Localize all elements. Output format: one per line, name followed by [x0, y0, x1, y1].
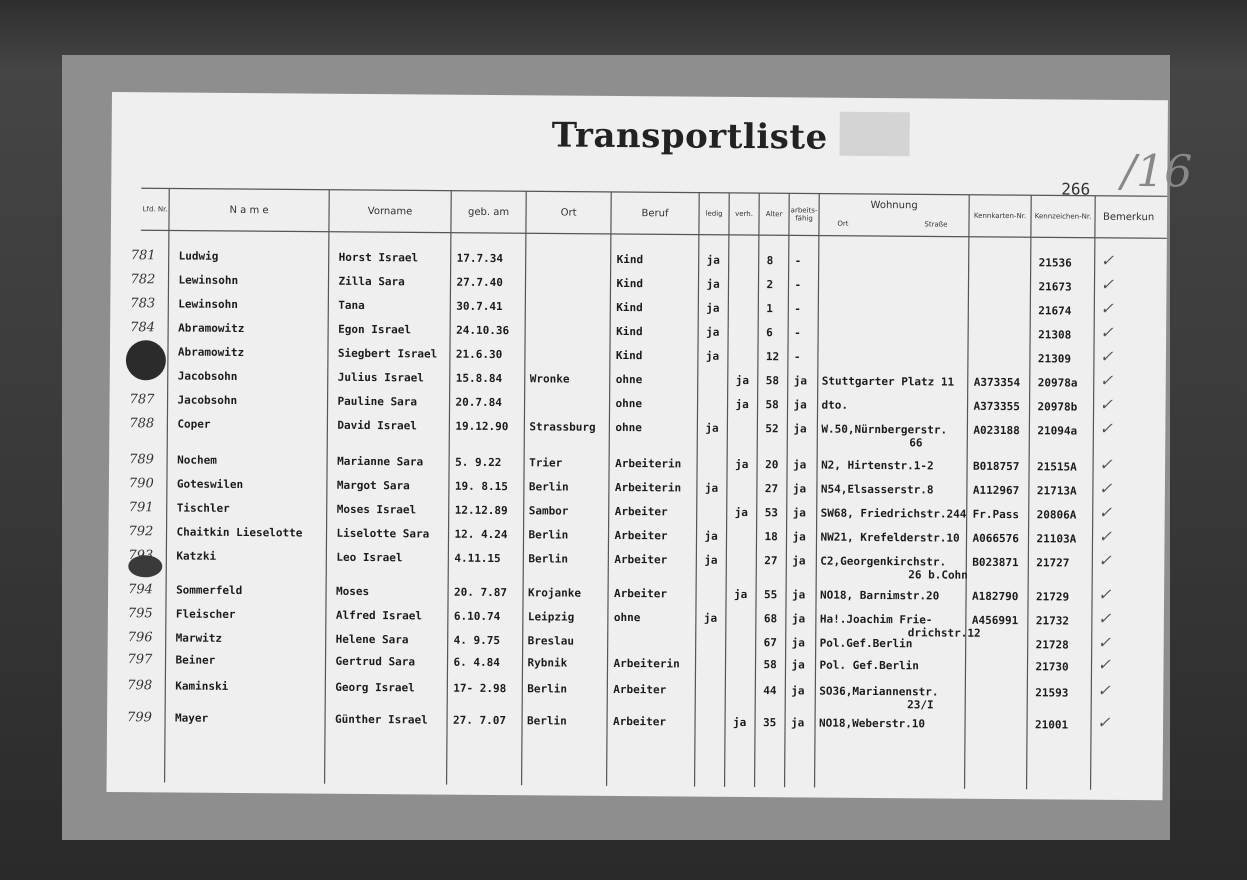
cell-kennkarte: A023188 — [973, 423, 1020, 438]
cell-ort: Leipzig — [527, 610, 575, 624]
cell-beruf: ohne — [615, 420, 642, 435]
cell-beruf: Kind — [616, 276, 644, 291]
transport-list-sheet — [107, 92, 1193, 800]
cell-nr: 797 — [127, 652, 153, 668]
cell-vorname: Georg Israel — [335, 680, 415, 695]
cell-kennzeichen: 21730 — [1035, 660, 1069, 674]
cell-check: ✓ — [1098, 526, 1113, 546]
cell-verh: ja — [735, 373, 750, 388]
cell-kennzeichen: 21674 — [1038, 304, 1072, 318]
cell-vorname: Gertrud Sara — [335, 654, 416, 669]
cell-nr: 796 — [127, 630, 153, 646]
cell-check: ✓ — [1099, 394, 1114, 414]
cell-arbeitsfaehig: - — [794, 278, 802, 292]
cell-arbeitsfaehig: ja — [793, 374, 808, 388]
cell-kennzeichen: 21727 — [1036, 556, 1070, 570]
cell-ort: Breslau — [527, 634, 575, 648]
cell-check: ✓ — [1099, 454, 1113, 474]
cell-alter: 27 — [764, 482, 779, 496]
cell-name: Goteswilen — [176, 477, 244, 492]
cell-vorname: Tana — [338, 298, 365, 312]
cell-nr: 787 — [129, 392, 155, 408]
cell-beruf: Arbeiterin — [614, 480, 682, 495]
cell-kennzeichen: 21673 — [1038, 280, 1072, 294]
cell-wohnung-line2: 23/I — [907, 698, 934, 712]
cell-alter: 2 — [766, 278, 774, 292]
cell-beruf: Arbeiter — [614, 504, 668, 519]
cell-beruf: Kind — [616, 300, 643, 315]
cell-ort: Strassburg — [529, 420, 596, 434]
cell-ledig: ja — [706, 253, 720, 267]
header-nr: Lfd. Nr. — [142, 205, 168, 214]
cell-name: Katzki — [176, 549, 217, 563]
cell-wohnung: W.50,Nürnbergerstr. — [821, 422, 948, 437]
cell-alter: 44 — [763, 684, 777, 698]
cell-check: ✓ — [1099, 346, 1114, 366]
cell-vorname: Moses — [336, 584, 370, 599]
header-geb: geb. am — [467, 206, 510, 218]
cell-arbeitsfaehig: ja — [791, 684, 805, 698]
cell-geb: 15.8.84 — [455, 371, 503, 386]
cell-arbeitsfaehig: ja — [791, 612, 806, 626]
cell-arbeitsfaehig: ja — [793, 458, 807, 472]
cell-alter: 27 — [764, 554, 778, 568]
cell-name: Kaminski — [175, 679, 229, 693]
cell-geb: 19.12.90 — [455, 419, 509, 434]
cell-beruf: Kind — [615, 348, 643, 363]
cell-vorname: Margot Sara — [336, 478, 410, 493]
cell-alter: 6 — [766, 326, 773, 340]
cell-arbeitsfaehig: ja — [793, 422, 807, 436]
cell-ledig: ja — [705, 421, 719, 435]
cell-vorname: Helene Sara — [335, 632, 409, 647]
cell-ort: Sambor — [528, 504, 569, 518]
cell-verh: ja — [733, 715, 747, 730]
cell-alter: 58 — [765, 374, 780, 388]
cell-arbeitsfaehig: - — [794, 326, 801, 340]
cell-kennzeichen: 20806A — [1036, 508, 1077, 522]
pencil-note: /16 — [1121, 145, 1193, 198]
cell-geb: 12.12.89 — [454, 503, 508, 518]
cell-nr: 790 — [128, 476, 154, 492]
cell-ort: Krojanke — [528, 586, 582, 600]
header-ort: Ort — [560, 207, 577, 219]
cell-geb: 19. 8.15 — [454, 479, 508, 494]
header-wohnung-strasse: Straße — [924, 220, 948, 229]
cell-geb: 4.11.15 — [454, 551, 501, 566]
cell-name: Jacobsohn — [177, 369, 238, 383]
cell-alter: 1 — [766, 302, 773, 316]
cell-name: Marwitz — [175, 631, 223, 645]
cell-wohnung: Pol.Gef.Berlin — [819, 636, 913, 651]
cell-check: ✓ — [1097, 654, 1112, 674]
cell-ledig: ja — [703, 611, 718, 625]
cell-wohnung: Pol. Gef.Berlin — [819, 658, 919, 673]
cell-name: Sommerfeld — [176, 583, 243, 598]
cell-ledig: ja — [706, 277, 720, 291]
cell-vorname: Liselotte Sara — [336, 526, 430, 541]
cell-vorname: Zilla Sara — [338, 274, 405, 289]
cell-name: Beiner — [175, 653, 216, 667]
cell-geb: 12. 4.24 — [454, 527, 508, 542]
cell-vorname: Julius Israel — [337, 370, 424, 385]
cell-alter: 55 — [764, 588, 778, 602]
cell-check: ✓ — [1098, 478, 1113, 498]
cell-vorname: Horst Israel — [338, 250, 419, 265]
cell-ledig: ja — [704, 481, 719, 495]
cell-check: ✓ — [1097, 632, 1112, 652]
cell-vorname: Marianne Sara — [337, 454, 424, 469]
cell-vorname: Egon Israel — [338, 322, 412, 337]
cell-geb: 6. 4.84 — [453, 655, 500, 670]
cell-nr: 789 — [129, 452, 154, 468]
cell-ort: Wronke — [529, 372, 570, 386]
cell-arbeitsfaehig: ja — [791, 636, 805, 650]
cell-geb: 27.7.40 — [456, 275, 503, 290]
cell-nr: 782 — [130, 272, 156, 288]
cell-check: ✓ — [1100, 250, 1115, 270]
cell-geb: 6.10.74 — [453, 609, 501, 624]
cell-arbeitsfaehig: ja — [792, 588, 806, 602]
cell-verh: ja — [735, 457, 749, 472]
header-alter: Alter — [765, 210, 783, 219]
cell-beruf: Kind — [616, 324, 643, 339]
cell-wohnung: C2,Georgenkirchstr. — [820, 554, 947, 569]
cell-kennkarte: A456991 — [971, 613, 1019, 628]
cell-name: Fleischer — [175, 607, 236, 621]
cell-ledig: ja — [706, 301, 720, 315]
header-beruf: Beruf — [641, 207, 669, 219]
cell-arbeitsfaehig: ja — [792, 482, 807, 496]
cell-arbeitsfaehig: ja — [792, 554, 806, 568]
cell-ort: Berlin — [528, 528, 569, 542]
cell-kennkarte: A182790 — [972, 589, 1019, 604]
cell-name: Lewinsohn — [178, 273, 239, 287]
header-vorname: Vorname — [367, 205, 413, 217]
cell-alter: 18 — [764, 530, 778, 544]
cell-kennkarte: Fr.Pass — [972, 507, 1020, 522]
cell-nr: 792 — [128, 524, 154, 540]
cell-wohnung: N2, Hirtenstr.1-2 — [821, 458, 934, 473]
cell-alter: 53 — [764, 506, 779, 520]
cell-kennkarte: A066576 — [972, 531, 1019, 546]
cell-ort: Berlin — [527, 714, 567, 728]
cell-ledig: ja — [704, 529, 718, 543]
cell-kennzeichen: 21309 — [1037, 352, 1072, 366]
cell-alter: 58 — [763, 658, 777, 672]
cell-alter: 12 — [765, 350, 780, 364]
cell-kennzeichen: 21103A — [1036, 532, 1077, 546]
cell-wohnung: Ha!.Joachim Frie- — [819, 612, 933, 627]
cell-alter: 35 — [763, 716, 777, 730]
cell-kennzeichen: 21515A — [1037, 460, 1077, 474]
cell-kennzeichen: 21308 — [1038, 328, 1072, 342]
cell-kennzeichen: 21094a — [1037, 424, 1078, 438]
cell-beruf: Kind — [616, 252, 644, 267]
cell-verh: ja — [734, 587, 748, 602]
cell-ort: Berlin — [528, 480, 569, 494]
cell-geb: 17.7.34 — [456, 251, 504, 266]
cell-vorname: Alfred Israel — [335, 608, 423, 623]
cell-alter: 8 — [766, 254, 774, 268]
cell-geb: 20. 7.87 — [454, 585, 508, 600]
header-kennzeichen: Kennzeichen-Nr. — [1034, 212, 1092, 221]
header-name: N a m e — [229, 204, 269, 216]
cell-ledig: ja — [706, 325, 720, 339]
cell-arbeitsfaehig: - — [794, 254, 802, 268]
cell-arbeitsfaehig: ja — [791, 658, 805, 672]
cell-ort: Berlin — [527, 682, 568, 696]
cell-wohnung: SO36,Mariannenstr. — [819, 684, 939, 699]
cell-check: ✓ — [1099, 418, 1113, 438]
cell-nr: 794 — [128, 582, 153, 598]
cell-kennzeichen: 21536 — [1038, 256, 1072, 270]
cell-check: ✓ — [1097, 680, 1111, 700]
cell-vorname: Günther Israel — [335, 712, 428, 727]
cell-name: Tischler — [176, 501, 230, 515]
cell-beruf: ohne — [615, 372, 643, 387]
cell-ort: Rybnik — [527, 656, 568, 670]
cell-wohnung: N54,Elsasserstr.8 — [820, 482, 934, 497]
cell-ort: Trier — [529, 456, 563, 470]
cell-geb: 24.10.36 — [456, 323, 510, 338]
cell-check: ✓ — [1100, 322, 1114, 342]
cell-beruf: Arbeiter — [613, 714, 667, 729]
cell-ledig: ja — [704, 553, 718, 567]
cell-vorname: Leo Israel — [336, 550, 403, 565]
cell-wohnung: NO18, Barnimstr.20 — [820, 588, 940, 603]
cell-wohnung-line2: drichstr.12 — [907, 626, 981, 640]
cell-vorname: Moses Israel — [336, 502, 417, 517]
cell-alter: 20 — [765, 458, 779, 472]
cell-verh: ja — [735, 397, 749, 412]
cell-arbeitsfaehig: ja — [791, 716, 805, 730]
cell-wohnung: NW21, Krefelderstr.10 — [820, 530, 960, 545]
cell-name: Abramowitz — [177, 345, 245, 360]
cell-kennkarte: A112967 — [972, 483, 1020, 498]
cell-nr: 791 — [128, 500, 154, 516]
cell-geb: 17- 2.98 — [453, 681, 507, 696]
cell-kennkarte: B018757 — [973, 459, 1020, 474]
header-bemerkungen: Bemerkun — [1103, 211, 1155, 223]
cell-beruf: Arbeiterin — [613, 656, 680, 671]
cell-wohnung: NO18,Weberstr.10 — [819, 716, 926, 731]
header-wohnung-ort: Ort — [837, 219, 849, 228]
cell-vorname: Siegbert Israel — [337, 346, 438, 361]
cell-name: Chaitkin Lieselotte — [176, 525, 303, 540]
cell-arbeitsfaehig: ja — [793, 398, 807, 412]
cell-nr: 781 — [130, 248, 156, 264]
cell-check: ✓ — [1100, 274, 1115, 294]
cell-kennkarte: B023871 — [972, 555, 1019, 570]
cell-kennzeichen: 21728 — [1035, 638, 1069, 652]
cell-beruf: Arbeiter — [614, 552, 668, 567]
cell-name: Lewinsohn — [178, 297, 238, 311]
cell-alter: 67 — [763, 636, 777, 650]
cell-nr: 784 — [130, 320, 156, 336]
cell-vorname: Pauline Sara — [337, 394, 418, 409]
cell-name: Abramowitz — [178, 321, 245, 336]
header-kennkarte: Kennkarten-Nr. — [973, 211, 1027, 221]
cell-alter: 68 — [763, 612, 778, 626]
page-number: 266 — [1061, 179, 1091, 199]
cell-geb: 20.7.84 — [455, 395, 502, 410]
cell-alter: 58 — [765, 398, 779, 412]
cell-wohnung: dto. — [821, 398, 849, 412]
cell-vorname: David Israel — [337, 418, 417, 433]
cell-nr: 783 — [130, 296, 156, 312]
cell-wohnung-line2: 26 b.Cohn — [908, 568, 968, 582]
cell-kennzeichen: 21593 — [1035, 686, 1069, 700]
cell-check: ✓ — [1098, 502, 1113, 522]
cell-kennzeichen: 21713A — [1036, 484, 1077, 498]
cell-beruf: Arbeiter — [614, 586, 668, 601]
cell-beruf: Arbeiter — [614, 528, 668, 543]
cell-beruf: Arbeiter — [613, 682, 667, 697]
cell-check: ✓ — [1098, 584, 1112, 604]
cell-name: Jacobsohn — [177, 393, 238, 407]
cell-check: ✓ — [1098, 550, 1112, 570]
header-wohnung: Wohnung — [870, 199, 918, 211]
cell-wohnung-line2: 66 — [909, 436, 923, 450]
header-arbeitsfaehig: arbeits-fähig — [790, 206, 818, 223]
cell-nr: 799 — [127, 710, 152, 726]
cell-kennkarte: A373354 — [973, 375, 1021, 390]
cell-name: Coper — [177, 417, 211, 431]
cell-beruf: Arbeiterin — [615, 456, 682, 471]
cell-kennzeichen: 21729 — [1036, 590, 1070, 604]
cell-kennkarte: A373355 — [973, 399, 1020, 414]
cell-kennzeichen: 20978b — [1037, 400, 1078, 414]
cell-beruf: ohne — [615, 396, 643, 411]
cell-geb: 5. 9.22 — [455, 455, 502, 470]
cell-kennzeichen: 21732 — [1035, 614, 1070, 628]
cell-kennzeichen: 21001 — [1035, 718, 1069, 732]
document-title: Transportliste — [551, 115, 828, 158]
cell-arbeitsfaehig: - — [794, 302, 801, 316]
cell-alter: 52 — [765, 422, 779, 436]
cell-nr: 793 — [128, 548, 154, 564]
cell-geb: 30.7.41 — [456, 299, 503, 314]
cell-check: ✓ — [1099, 370, 1114, 390]
cell-ort: Berlin — [528, 552, 569, 566]
cell-nr: 798 — [127, 678, 153, 694]
cell-beruf: ohne — [613, 610, 641, 625]
cell-arbeitsfaehig: ja — [792, 506, 807, 520]
cell-wohnung: Stuttgarter Platz 11 — [821, 374, 955, 389]
cell-check: ✓ — [1097, 608, 1112, 628]
cell-arbeitsfaehig: ja — [792, 530, 806, 544]
header-verh: verh. — [735, 209, 754, 219]
cell-check: ✓ — [1100, 298, 1114, 318]
cell-name: Ludwig — [178, 249, 219, 263]
cell-arbeitsfaehig: - — [793, 350, 801, 364]
cell-check: ✓ — [1097, 712, 1111, 732]
cell-nr: 795 — [127, 606, 153, 622]
header-ledig: ledig — [705, 209, 723, 218]
cell-ledig: ja — [705, 349, 720, 363]
cell-geb: 4. 9.75 — [453, 633, 501, 648]
cell-name: Mayer — [175, 711, 209, 725]
cell-geb: 21.6.30 — [455, 347, 503, 362]
cell-wohnung: SW68, Friedrichstr.244 — [820, 506, 967, 521]
cell-verh: ja — [734, 505, 749, 520]
cell-nr: 788 — [129, 416, 155, 432]
cell-kennzeichen: 20978a — [1037, 376, 1078, 390]
cell-geb: 27. 7.07 — [453, 713, 507, 728]
cell-name: Nochem — [177, 453, 217, 467]
